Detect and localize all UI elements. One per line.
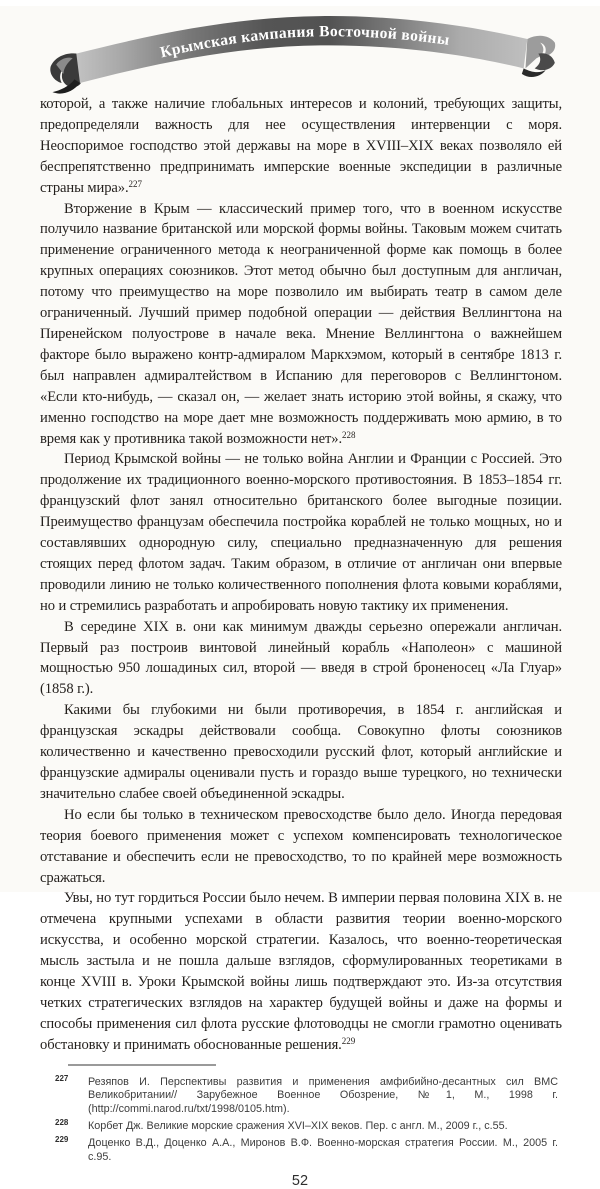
paragraph-text: Но если бы только в техническом превосходстве было дело. Иногда передовая теория боевого применения может с успехом компенсировать технологическое отставание и обеспечить если не превосходство, то по крайней мере возможность сражаться. (40, 806, 562, 886)
footnote-marker: 228 (55, 1117, 69, 1127)
paragraph (40, 805, 562, 889)
body-text (40, 94, 562, 1056)
paragraph-text: которой, а также наличие глобальных интересов и колоний, требующих защиты, предопределяли важность для нее осуществления интервенции с моря. Неоспоримое господство этой державы на море в XVIII–XIX веках позволяло ей беспрепятственно предпринимать имперские военные экспедиции в различные страны мира». (40, 96, 562, 196)
book-page (0, 6, 600, 1189)
page-number: 52 (291, 1173, 309, 1189)
footnote-item (55, 1133, 558, 1164)
footnote-ref: 227 (128, 178, 143, 189)
paragraph-text: Какими бы глубокими ни были противоречия, в 1854 г. английская и французская эскадры действовали сообща. Совокупно флоты союзников количественно и качественно превосходили русский флот, который английские и французские адмиралы оценивали пусть и гораздо выше турецкого, но технически значительно слабее своей объединенной эскадры. (40, 702, 562, 802)
paragraph (40, 449, 562, 616)
paragraph (40, 199, 562, 450)
paragraph-text: Вторжение в Крым — классический пример того, что в военном искусстве получило название британской или морской формы войны. Таковым можем считать применение ограниченного метода к неограниченной форме как помощь в более крупных операциях союзников. Этот метод обычно был доступным для англичан, потому что преимущество на море позволило им выбирать театр в самом деле ограниченный. Лучший пример подобной операции — действия Веллингтона на Пиренейском полуострове в начале века. Мнение Веллингтона о важнейшем факторе было выражено контр-адмиралом Маркхэмом, который в сентябре 1813 г. был направлен адмиралтейством в Испанию для переговоров с Веллингтоном. «Если кто-нибудь, — сказал он, — желает знать историю этой войны, я скажу, что именно господство на море дает мне возможность поддерживать мою армию, в то время как у противника такой возможности нет». (40, 200, 562, 447)
footnote-marker: 229 (55, 1135, 69, 1145)
footnote-ref: 229 (341, 1035, 356, 1046)
paragraph (40, 617, 562, 701)
footnote-marker: 227 (55, 1073, 69, 1083)
paragraph-text: В середине XIX в. они как минимум дважды серьезно опережали англичан. Первый раз построив винтовой линейный корабль «Наполеон» с машиной мощностью 950 лошадиных сил, второй — введя в строй броненосец «Ла Глуар» (1858 г.). (40, 618, 562, 698)
banner-title: Крымская кампания Восточной войны (158, 23, 451, 62)
footnote-list (55, 1072, 558, 1164)
paragraph-text: Период Крымской войны — не только война Англии и Франции с Россией. Это продолжение их традиционного военно-морского противостояния. В 1853–1854 гг. французский флот занял относительно британского более выгодные позиции. Преимущество французам обеспечила постройка кораблей не только мощных, но и составлявших однородную силу, специально предназначенную для решения стоящих перед флотом задач. Таким образом, в отличие от англичан они впервые проводили линию не только количественного пополнения флота ковыми кораблями, но и стремились разработать и апробировать новую тактику их применения. (40, 451, 562, 614)
footnotes (55, 1064, 558, 1164)
banner-ribbon (0, 6, 600, 94)
footnote-text: Корбет Дж. Великие морские сражения XVI–XIX веков. Пер. с англ. М., 2009 г., с.55. (88, 1119, 508, 1132)
paragraph (40, 888, 562, 1055)
footnote-text: Доценко В.Д., Доценко А.А., Миронов В.Ф. Военно-морская стратегия России. М., 2005 г. с.95. (88, 1137, 558, 1163)
paragraph (40, 94, 562, 199)
footnote-separator (68, 1064, 216, 1066)
paragraph-text: Увы, но тут гордиться России было нечем. В империи первая половина XIX в. не отмечена крупными успехами в области развития теории военно-морского искусства, и особенно морской стратегии. Казалось, что военно-теоретическая мысль застыла и не пошла дальше взглядов, сформулированных теоретиками в конце XVIII в. Уроки Крымской войны лишь подтверждают это. Из-за отсутствия четких стратегических взглядов на характер будущей войны и даже на формы и способы применения сил флота русские флотоводцы не смогли грамотно оценивать обстановку и принимать обоснованные решения. (40, 890, 562, 1053)
footnote-ref: 228 (342, 429, 356, 440)
footnote-item (55, 1116, 558, 1133)
paragraph (40, 700, 562, 805)
footnote-item (55, 1072, 558, 1116)
footnote-text: Резяпов И. Перспективы развития и применения амфибийно-десантных сил ВМС Великобритании// Зарубежное Военное Обозрение, №1, М., 1998 г. (http://commi.narod.ru/txt/1998/0105.htm). (88, 1075, 558, 1115)
